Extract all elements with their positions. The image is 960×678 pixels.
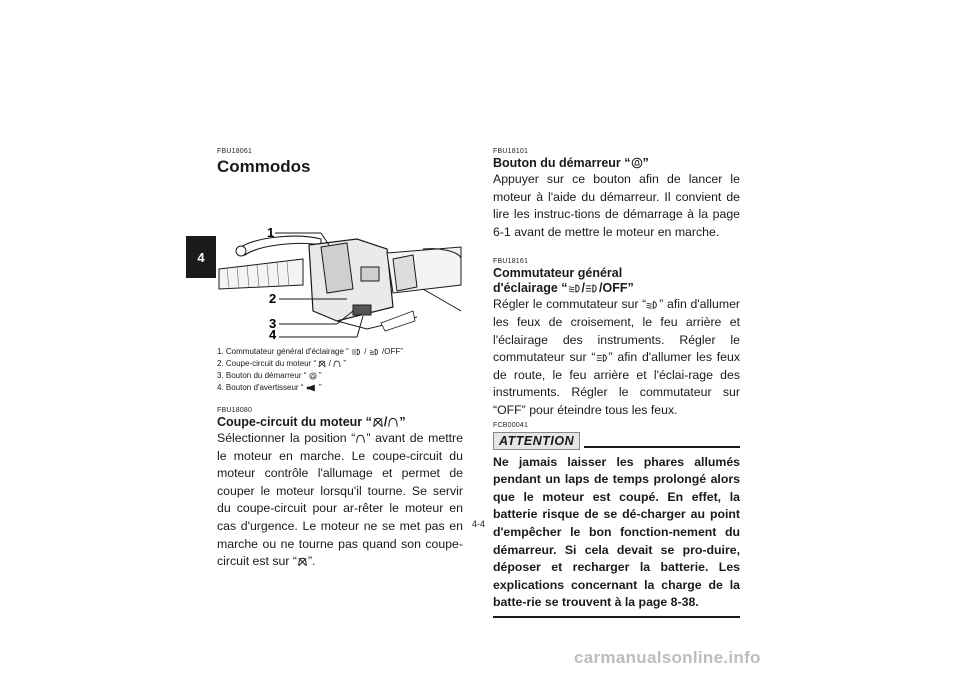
figure-captions (217, 346, 463, 394)
ref-code: FBU18061 (217, 148, 253, 155)
section-heading-starter: Bouton du démarreur “ ” (493, 156, 649, 170)
starter-icon (631, 157, 643, 169)
section-heading-light-switch: Commutateur général d'éclairage “ / /OFF” (493, 266, 634, 296)
engine-run-icon (333, 360, 341, 368)
caption-item: 3. Bouton du démarreur “ ” (217, 371, 322, 380)
divider (493, 616, 740, 618)
figure-label-3: 3 (269, 316, 277, 331)
left-column (217, 148, 463, 571)
section-heading-engine-stop: Coupe-circuit du moteur “ / ” (217, 415, 406, 429)
handlebar-illustration (217, 189, 463, 339)
caption-item: 1. Commutateur général d'éclairage “ / /OFF” (217, 347, 403, 356)
page-number: 4-4 (472, 519, 486, 529)
engine-stop-off-icon (297, 557, 308, 567)
figure-label-1: 1 (267, 225, 275, 240)
high-beam-icon (596, 353, 609, 363)
attention-text: Ne jamais laisser les phares allumés pendant un laps de temps prolongé alors que le moteur est coupé. En effet, la batterie risque de se dé-charger au point d'empêcher le bon fonction-nement du démarreur. Si cela devait se pro-duire, déposer et recharger la batterie. Les explications concernant la charge de la batte-rie se trouvent à la page 8-38. (493, 454, 740, 610)
watermark: carmanualsonline.info (574, 648, 761, 667)
ref-code: FCB00041 (493, 421, 529, 429)
engine-stop-paragraph: Sélectionner la position “ ” avant de mettre le moteur en marche. Le coupe-circuit du moteur contrôle l'allumage et permet de couper le moteur lorsqu'il tourne. Se servir du coupe-circuit pour ar-rêter le moteur en cas d'urgence. Le moteur ne se met pas en marche ou ne tourne pas quand son coupe-circuit est sur “ ”. (217, 431, 463, 569)
section-title: Commodos (217, 157, 311, 176)
high-beam-icon (351, 348, 362, 356)
starter-icon (309, 372, 317, 380)
ref-code: FBU18161 (493, 258, 529, 266)
figure-label-2: 2 (269, 291, 277, 306)
caption-item: 4. Bouton d'avertisseur “ ” (217, 383, 322, 392)
right-column (493, 148, 740, 618)
engine-stop-off-icon (318, 360, 326, 368)
caption-item: 2. Coupe-circuit du moteur “ / ” (217, 359, 346, 368)
attention-header (493, 432, 740, 450)
engine-stop-off-icon (372, 417, 384, 428)
low-beam-icon (369, 348, 380, 356)
starter-paragraph: Appuyer sur ce bouton afin de lancer le moteur à l'aide du démarreur. Il convient de lire les instruc-tions de démarrage à la page 6-1 avant de mettre le moteur en marche. (493, 172, 740, 239)
divider (584, 446, 740, 448)
ref-code: FBU18101 (493, 148, 529, 155)
light-switch-paragraph: Régler le commutateur sur “ ” afin d'allumer les feux de croisement, le feu arrière et l'éclairage des instruments. Régler le commutateur sur “ ” afin d'allumer les feux de route, le feu arrière et l'éclai-rage des instruments. Régler le commutateur sur “OFF” pour éteindre tous les feux. (493, 297, 740, 417)
chapter-tab: 4 (186, 236, 216, 278)
horn-icon (306, 384, 317, 392)
engine-run-icon (355, 434, 366, 444)
handlebar-figure (217, 189, 463, 339)
low-beam-icon (568, 283, 582, 294)
engine-run-icon (387, 417, 399, 428)
ref-code: FBU18080 (217, 407, 253, 414)
low-beam-icon (646, 300, 659, 310)
attention-badge: ATTENTION (493, 432, 580, 450)
high-beam-icon (585, 283, 599, 294)
figure-label-4: 4 (269, 327, 277, 339)
